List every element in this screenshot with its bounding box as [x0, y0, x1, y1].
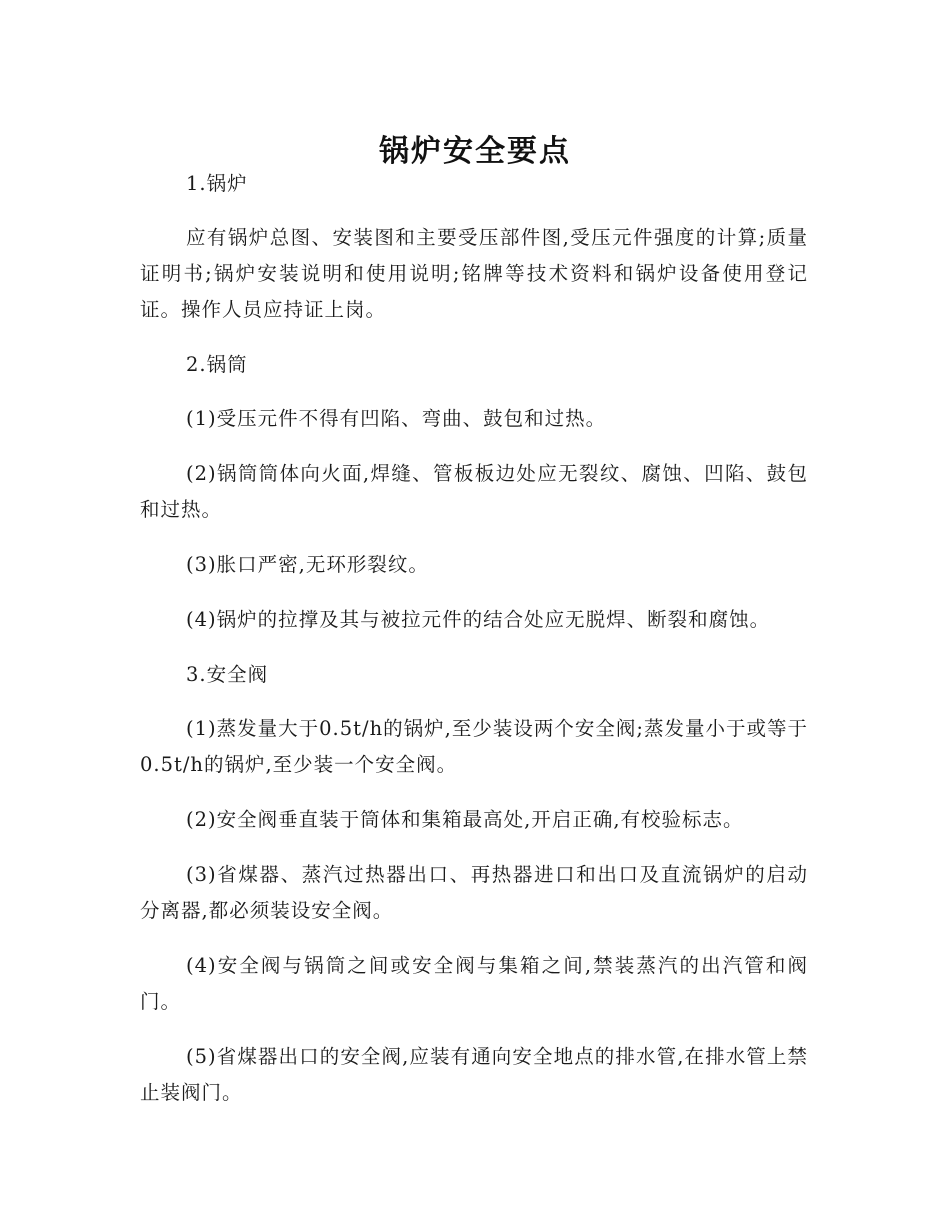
section-heading-drum: 2.锅筒	[186, 353, 248, 376]
section-heading-boiler: 1.锅炉	[186, 172, 248, 195]
paragraph: (5)省煤器出口的安全阀,应装有通向安全地点的排水管,在排水管上禁止装阀门。	[140, 1045, 808, 1104]
paragraph: (3)省煤器、蒸汽过热器出口、再热器进口和出口及直流锅炉的启动分离器,都必须装设安全阀。	[140, 863, 808, 922]
paragraph: (2)安全阀垂直装于筒体和集箱最高处,开启正确,有校验标志。	[186, 808, 744, 831]
paragraph: 应有锅炉总图、安装图和主要受压部件图,受压元件强度的计算;质量证明书;锅炉安装说明和使用说明;铭牌等技术资料和锅炉设备使用登记证。操作人员应持证上岗。	[140, 226, 808, 321]
paragraph: (1)蒸发量大于0.5t/h的锅炉,至少装设两个安全阀;蒸发量小于或等于0.5t/h的锅炉,至少装一个安全阀。	[140, 717, 808, 776]
paragraph: (2)锅筒筒体向火面,焊缝、管板板边处应无裂纹、腐蚀、凹陷、鼓包和过热。	[140, 462, 808, 521]
document-body	[140, 166, 808, 1130]
section-heading-safety-valve: 3.安全阀	[186, 663, 269, 686]
paragraph: (4)安全阀与锅筒之间或安全阀与集箱之间,禁装蒸汽的出汽管和阀门。	[140, 954, 808, 1013]
document-title: 锅炉安全要点	[379, 134, 571, 170]
paragraph: (3)胀口严密,无环形裂纹。	[186, 553, 429, 576]
paragraph: (4)锅炉的拉撑及其与被拉元件的结合处应无脱焊、断裂和腐蚀。	[186, 608, 771, 631]
paragraph: (1)受压元件不得有凹陷、弯曲、鼓包和过热。	[186, 407, 607, 430]
